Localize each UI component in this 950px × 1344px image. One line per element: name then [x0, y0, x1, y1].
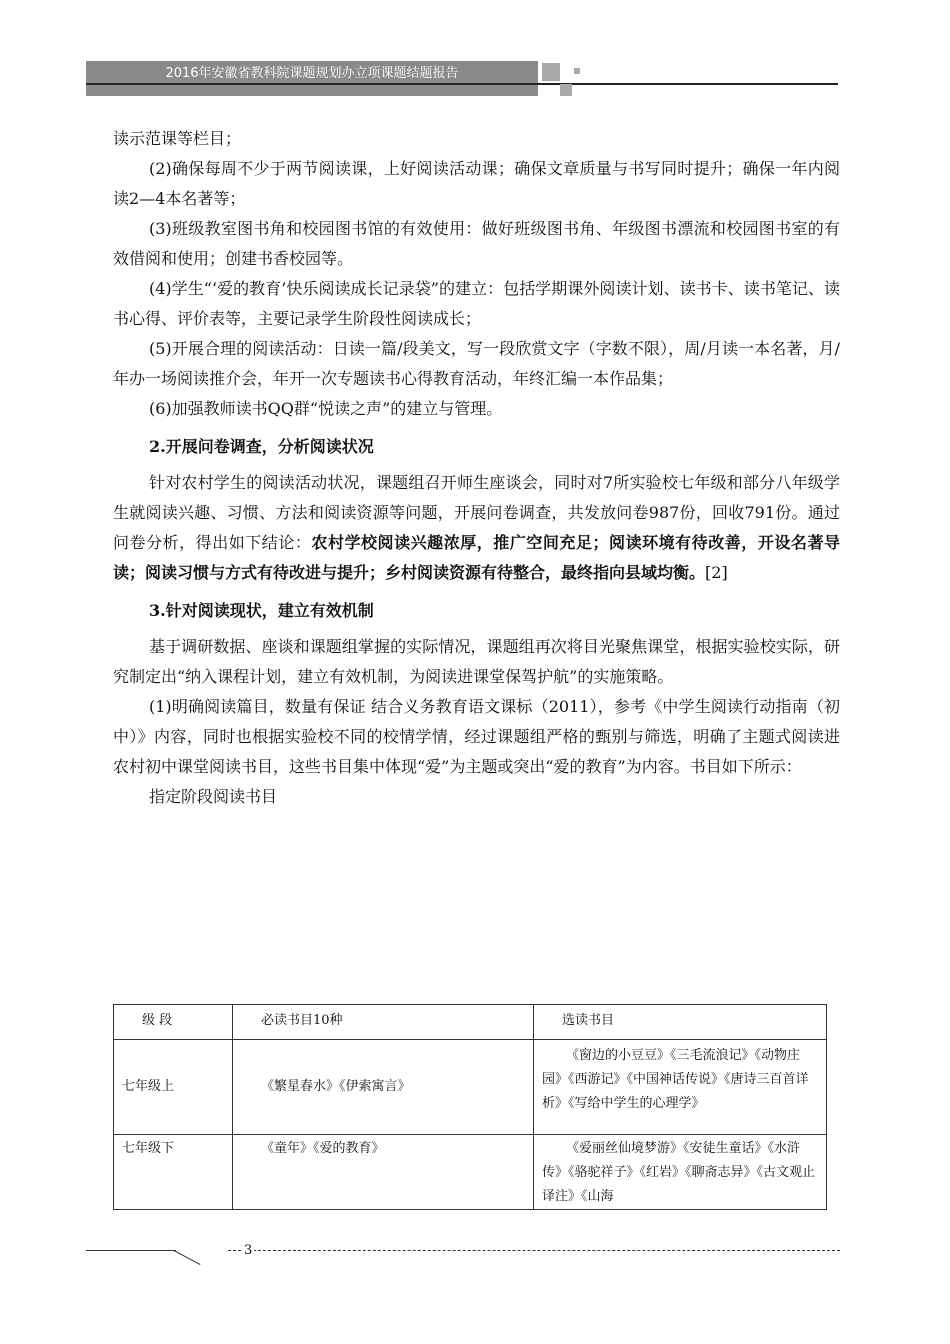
optional-books-cell: 《窗边的小豆豆》《三毛流浪记》《动物庄园》《西游记》《中国神话传说》《唐诗三百首详析》《写给中学生的心理学》 — [534, 1040, 827, 1135]
header-square-decoration — [560, 84, 572, 96]
paragraph: (3)班级教室图书角和校园图书馆的有效使用：做好班级图书角、年级图书漂流和校园图书室的有效借阅和使用；创建书香校园等。 — [113, 219, 840, 268]
paragraph-text: 针对农村学生的阅读活动状况，课题组召开师生座谈会，同时对7所实验校七年级和部分八年级学生就阅读兴趣、习惯、方法和阅读资源等问题，开展问卷调查，共发放问卷987份，回收791份。通过问卷分析，得出如下结论： — [113, 473, 840, 552]
header-rule — [86, 83, 838, 85]
header-square-decoration — [542, 63, 560, 81]
table-row — [114, 1135, 827, 1210]
footer-rule — [86, 1250, 176, 1251]
section-heading: 3.针对阅读现状，建立有效机制 — [149, 601, 374, 620]
table-header-cell: 必读书目10种 — [233, 1005, 534, 1040]
table-header-row — [114, 1005, 827, 1040]
citation: [2] — [705, 563, 728, 582]
grade-cell: 七年级上 — [114, 1040, 233, 1135]
paragraph: (6)加强教师读书QQ群“悦读之声”的建立与管理。 — [149, 399, 503, 418]
paragraph — [113, 468, 840, 588]
paragraph: 读示范课等栏目； — [113, 129, 242, 148]
optional-books-cell: 《爱丽丝仙境梦游》《安徒生童话》《水浒传》《骆驼祥子》《红岩》《聊斋志异》《古文观止译注》《山海 — [534, 1135, 827, 1210]
paragraph: (4)学生“‘爱的教育’快乐阅读成长记录袋”的建立：包括学期课外阅读计划、读书卡、读书笔记、读书心得、评价表等，主要记录学生阶段性阅读成长； — [113, 279, 840, 328]
paragraph: (2)确保每周不少于两节阅读课，上好阅读活动课；确保文章质量与书写同时提升；确保一年内阅读2—4本名著等； — [113, 159, 840, 208]
table-header-cell: 选读书目 — [534, 1005, 827, 1040]
header-title: 2016年安徽省教科院课题规划办立项课题结题报告 — [165, 66, 459, 81]
table-caption: 指定阶段阅读书目 — [149, 787, 278, 806]
required-books-cell: 《童年》《爱的教育》 — [233, 1135, 534, 1210]
conclusion-text: 农村学校阅读兴趣浓厚，推广空间充足；阅读环境有待改善，开设名著导读；阅读习惯与方式有待改进与提升；乡村阅读资源有待整合，最终指向县域均衡。 — [113, 533, 840, 582]
required-books-cell: 《繁星春水》《伊索寓言》 — [233, 1040, 534, 1135]
table-row — [114, 1040, 827, 1135]
footer-dashed-rule — [228, 1250, 840, 1251]
section-heading: 2.开展问卷调查，分析阅读状况 — [149, 437, 374, 456]
paragraph: (1)明确阅读篇目，数量有保证 结合义务教育语文课标（2011），参考《中学生阅读行动指南（初中）》内容，同时也根据实验校不同的校情学情，经过课题组严格的甄别与筛选，明确了主题式阅读进农村初中课堂阅读书目，这些书目集中体现“爱”为主题或突出“爱的教育”为内容。书目如下所示： — [113, 697, 840, 776]
paragraph: 基于调研数据、座谈和课题组掌握的实际情况，课题组再次将目光聚焦课堂，根据实验校实际，研究制定出“纳入课程计划，建立有效机制，为阅读进课堂保驾护航”的实施策略。 — [113, 637, 840, 686]
header-square-decoration — [574, 68, 580, 74]
reading-list-table — [113, 1004, 827, 1210]
table-header-cell: 级 段 — [114, 1005, 233, 1040]
grade-cell: 七年级下 — [114, 1135, 233, 1210]
page-number: 3 — [244, 1243, 253, 1258]
report-body — [113, 124, 840, 812]
footer-rule-diagonal — [174, 1250, 201, 1265]
paragraph: (5)开展合理的阅读活动：日读一篇/段美文，写一段欣赏文字（字数不限），周/月读一本名著，月/年办一场阅读推介会，年开一次专题读书心得教育活动，年终汇编一本作品集； — [113, 339, 840, 388]
